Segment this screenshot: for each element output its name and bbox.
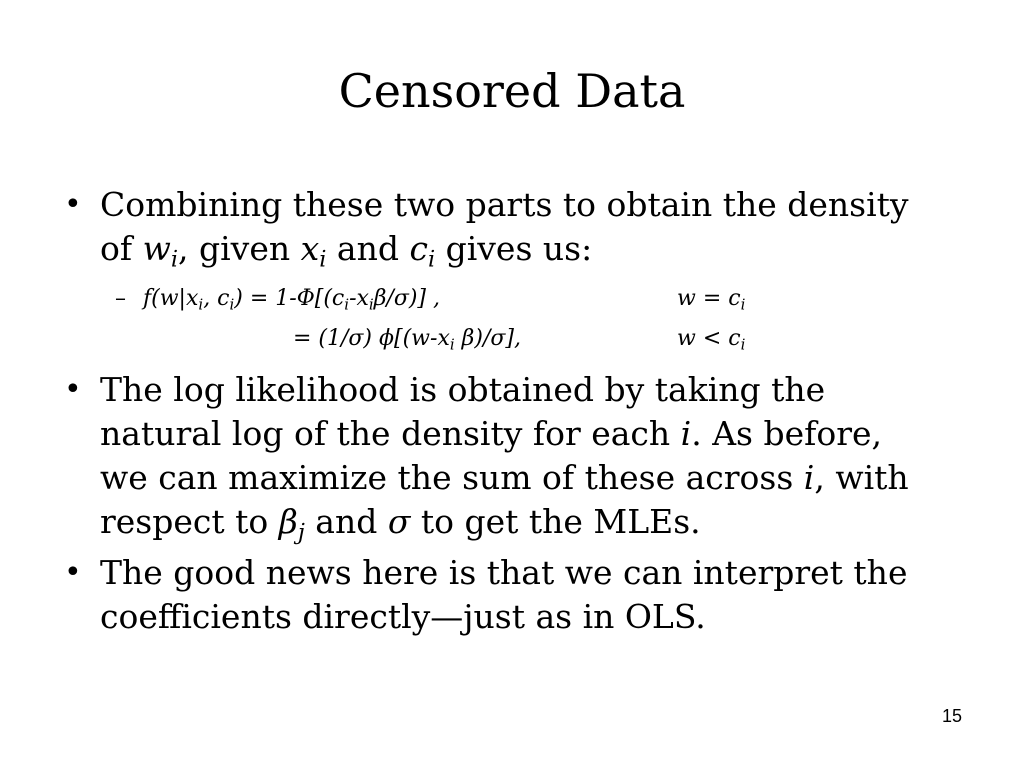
page-number: 15 — [941, 706, 962, 726]
bullet-3-text — [100, 551, 964, 639]
bullet-3 — [64, 551, 964, 639]
bullet-2 — [64, 368, 964, 544]
bullet-3-line-1: The good news here is that we can interpret the — [100, 553, 908, 592]
bullet-2-line-4: respect to $\beta_j$ and σ to get the MLEs. — [100, 502, 701, 546]
bullet-2-line-3: we can maximize the sum of these across i, with — [100, 458, 909, 497]
bullet-1-line-1: Combining these two parts to obtain the density — [100, 185, 909, 224]
bullet-2-line-1: The log likelihood is obtained by taking the — [100, 370, 826, 409]
bullet-3-line-2: coefficients directly—just as in OLS. — [100, 597, 706, 636]
bullet-2-text — [100, 368, 964, 544]
bullet-1 — [64, 183, 964, 271]
bullet-dot-icon: • — [64, 372, 82, 407]
bullet-1-text — [100, 183, 964, 271]
formula-line-1-left: $f(w|x_i$, $c_i) = 1-\Phi[(c_i-x_i\beta/\sigma)]$ , — [143, 286, 441, 314]
formula-line-2-condition: $w < c_i$ — [677, 326, 746, 354]
bullet-dot-icon: • — [64, 555, 82, 590]
bullet-dot-icon: • — [64, 187, 82, 222]
bullet-2-line-2: natural log of the density for each i. As before, — [100, 414, 882, 453]
bullet-1-line-2: of $w_i$, given $x_i$ and $c_i$ gives us: — [100, 229, 593, 273]
formula-line-2-left: = (1/σ) $\phi[(w-x_i$ β)/σ], — [293, 326, 521, 354]
slide-title: Censored Data — [338, 64, 686, 118]
sub-bullet-dash-icon: – — [115, 286, 126, 311]
formula-line-1-condition: $w = c_i$ — [677, 286, 746, 314]
